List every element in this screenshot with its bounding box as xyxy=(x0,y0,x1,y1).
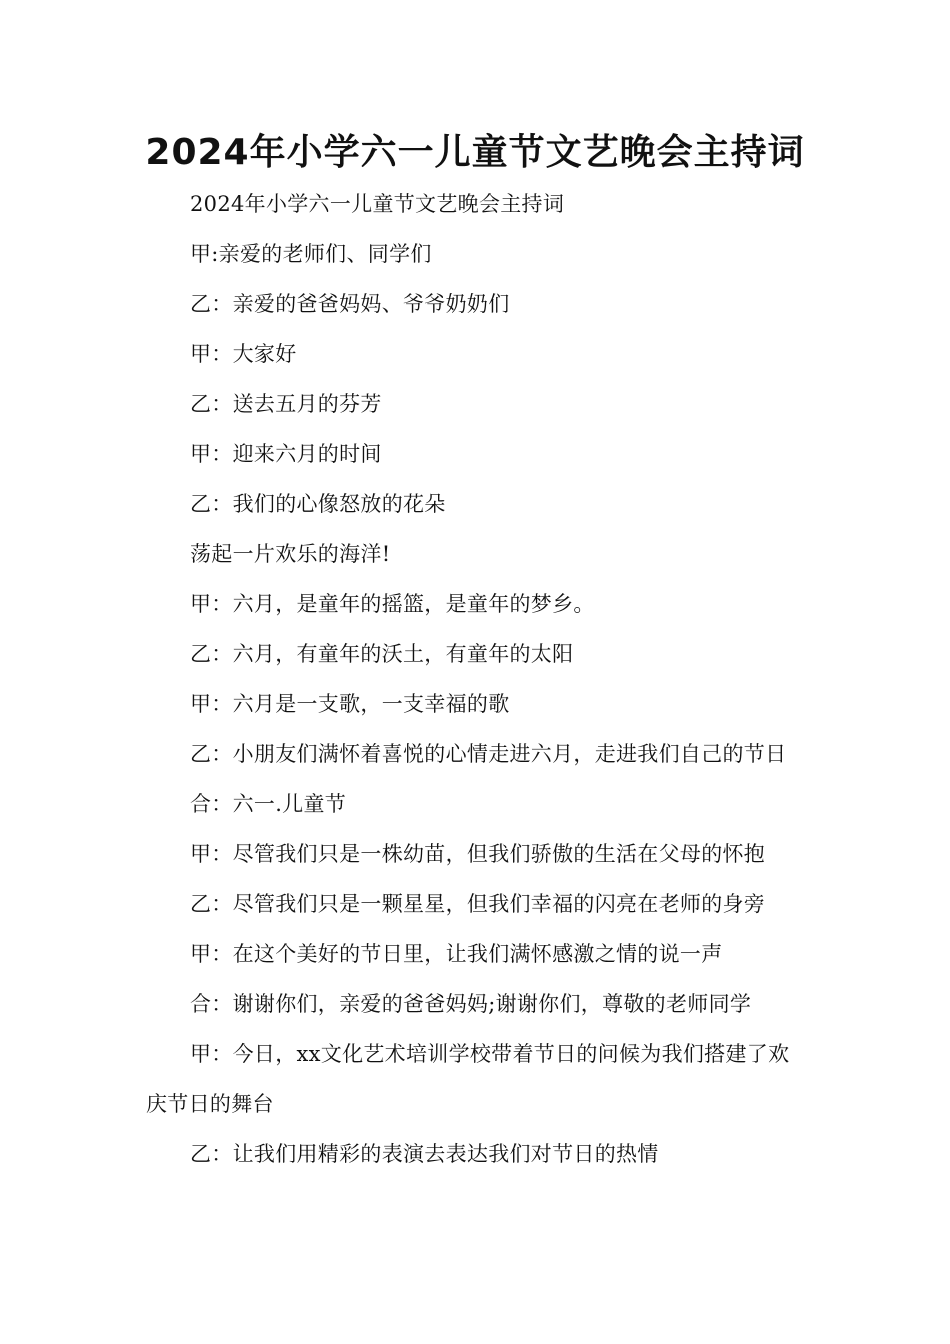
paragraph: 甲：在这个美好的节日里，让我们满怀感激之情的说一声 xyxy=(190,942,723,966)
paragraph: 合：谢谢你们，亲爱的爸爸妈妈;谢谢你们，尊敬的老师同学 xyxy=(190,992,752,1016)
document-title: 2024年小学六一儿童节文艺晚会主持词 xyxy=(145,132,805,173)
paragraph: 甲：尽管我们只是一株幼苗，但我们骄傲的生活在父母的怀抱 xyxy=(190,842,766,866)
paragraph: 乙：送去五月的芬芳 xyxy=(190,392,382,416)
paragraph: 甲：六月，是童年的摇篮，是童年的梦乡。 xyxy=(190,592,595,616)
paragraph: 2024年小学六一儿童节文艺晚会主持词 xyxy=(190,192,565,216)
document-body xyxy=(146,179,808,1179)
paragraph: 甲：今日，xx文化艺术培训学校带着节日的问候为我们搭建了欢庆节日的舞台 xyxy=(146,1042,790,1116)
paragraph: 甲:亲爱的老师们、同学们 xyxy=(190,242,432,266)
paragraph: 乙：让我们用精彩的表演去表达我们对节日的热情 xyxy=(190,1142,659,1166)
paragraph: 乙：六月，有童年的沃土，有童年的太阳 xyxy=(190,642,574,666)
paragraph: 合：六一.儿童节 xyxy=(190,792,347,816)
paragraph: 甲：迎来六月的时间 xyxy=(190,442,382,466)
paragraph: 乙：亲爱的爸爸妈妈、爷爷奶奶们 xyxy=(190,292,510,316)
paragraph: 甲：六月是一支歌，一支幸福的歌 xyxy=(190,692,510,716)
paragraph: 甲：大家好 xyxy=(190,342,297,366)
paragraph: 乙：我们的心像怒放的花朵 xyxy=(190,492,446,516)
paragraph: 乙：小朋友们满怀着喜悦的心情走进六月，走进我们自己的节日 xyxy=(190,742,787,766)
paragraph: 乙：尽管我们只是一颗星星，但我们幸福的闪亮在老师的身旁 xyxy=(190,892,766,916)
paragraph: 荡起一片欢乐的海洋! xyxy=(190,542,391,566)
